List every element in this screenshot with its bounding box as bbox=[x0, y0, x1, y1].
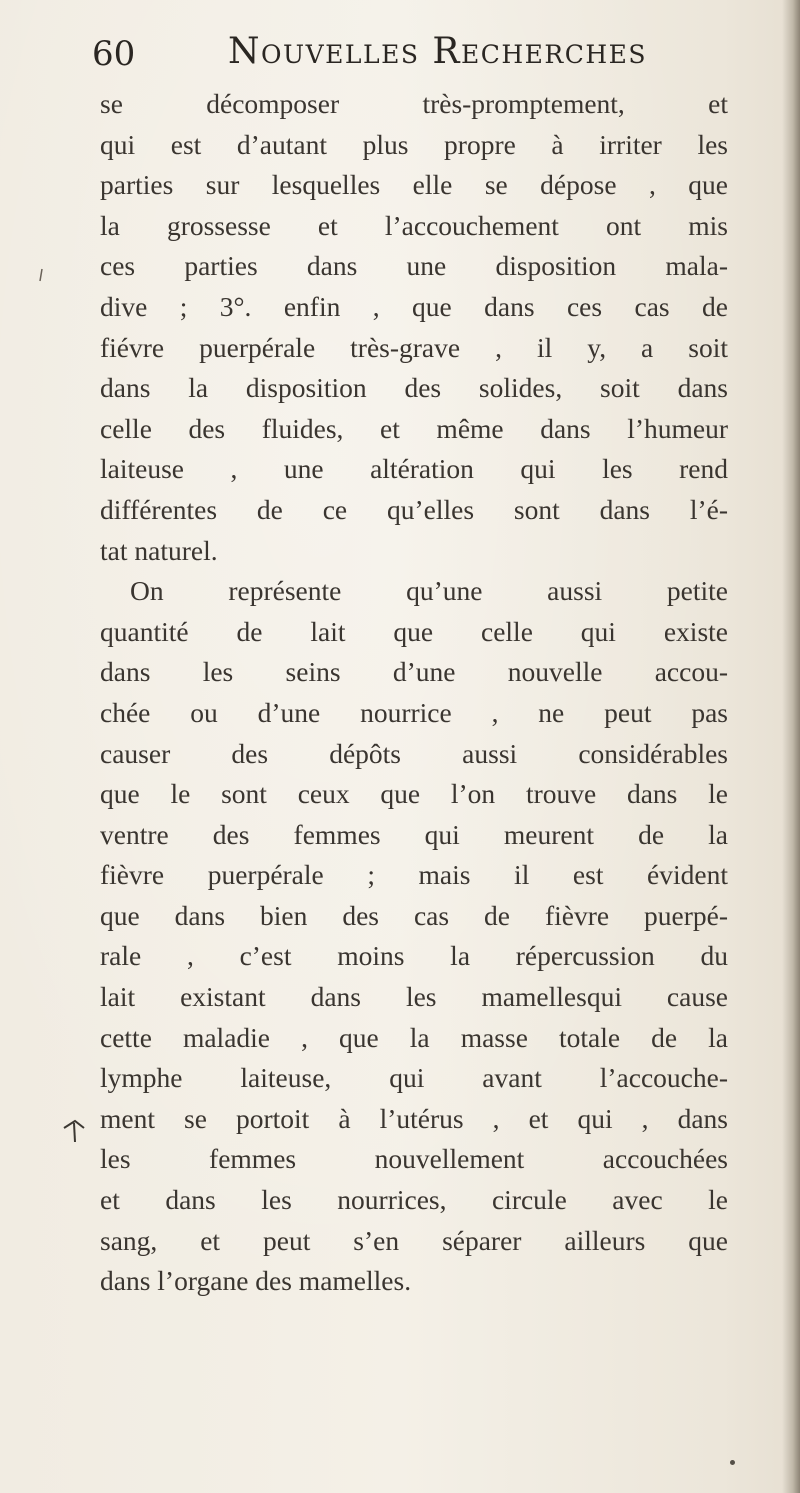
page-number: 60 bbox=[92, 34, 136, 74]
running-title: Nouvelles Recherches bbox=[228, 31, 648, 72]
text-line: et dans les nourrices, circule avec le bbox=[100, 1184, 728, 1216]
text-line: celle des fluides, et même dans l’humeur bbox=[100, 412, 728, 444]
text-line: ventre des femmes qui meurent de la bbox=[100, 818, 728, 850]
text-line: que dans bien des cas de fièvre puerpé- bbox=[100, 899, 728, 931]
text-line: causer des dépôts aussi considérables bbox=[100, 737, 728, 769]
text-line: que le sont ceux que l’on trouve dans le bbox=[100, 778, 728, 810]
text-line: différentes de ce qu’elles sont dans l’é- bbox=[100, 493, 728, 525]
paragraph-start-line: On représente qu’une aussi petite bbox=[130, 575, 728, 607]
text-line: se décomposer très-promptement, et bbox=[100, 88, 728, 119]
text-line: sang, et peut s’en séparer ailleurs que bbox=[100, 1224, 728, 1256]
stray-mark-icon bbox=[38, 268, 44, 282]
ink-dot bbox=[730, 1460, 735, 1465]
text-line: la grossesse et l’accouchement ont mis bbox=[100, 209, 728, 241]
text-line: ces parties dans une disposition mala- bbox=[100, 250, 728, 282]
text-line: ment se portoit à l’utérus , et qui , dans bbox=[100, 1102, 728, 1134]
text-line: dive ; 3°. enfin , que dans ces cas de bbox=[100, 290, 728, 322]
text-line: parties sur lesquelles elle se dépose , que bbox=[100, 169, 728, 201]
text-line: cette maladie , que la masse totale de la bbox=[100, 1021, 728, 1053]
text-line: fiévre puerpérale très-grave , il y, a soit bbox=[100, 331, 728, 363]
text-line: fièvre puerpérale ; mais il est évident bbox=[100, 859, 728, 891]
text-line: chée ou d’une nourrice , ne peut pas bbox=[100, 696, 728, 728]
text-line: lait existant dans les mamellesqui cause bbox=[100, 981, 728, 1013]
handwritten-margin-mark-icon bbox=[62, 1118, 88, 1144]
paragraph-end-line: dans l’organe des mamelles. bbox=[100, 1265, 412, 1297]
text-line: quantité de lait que celle qui existe bbox=[100, 615, 728, 647]
text-line: dans la disposition des solides, soit dans bbox=[100, 372, 728, 404]
body-text bbox=[100, 84, 728, 1302]
text-line: qui est d’autant plus propre à irriter les bbox=[100, 128, 728, 160]
page-edge-shadow bbox=[782, 0, 800, 1493]
page-header bbox=[92, 30, 732, 74]
text-line: dans les seins d’une nouvelle accou- bbox=[100, 656, 728, 688]
paragraph-end-line: tat naturel. bbox=[100, 534, 218, 566]
text-line: laiteuse , une altération qui les rend bbox=[100, 453, 728, 485]
text-line: rale , c’est moins la répercussion du bbox=[100, 940, 728, 972]
text-line: lymphe laiteuse, qui avant l’accouche- bbox=[100, 1062, 728, 1094]
text-line: les femmes nouvellement accouchées bbox=[100, 1143, 728, 1175]
